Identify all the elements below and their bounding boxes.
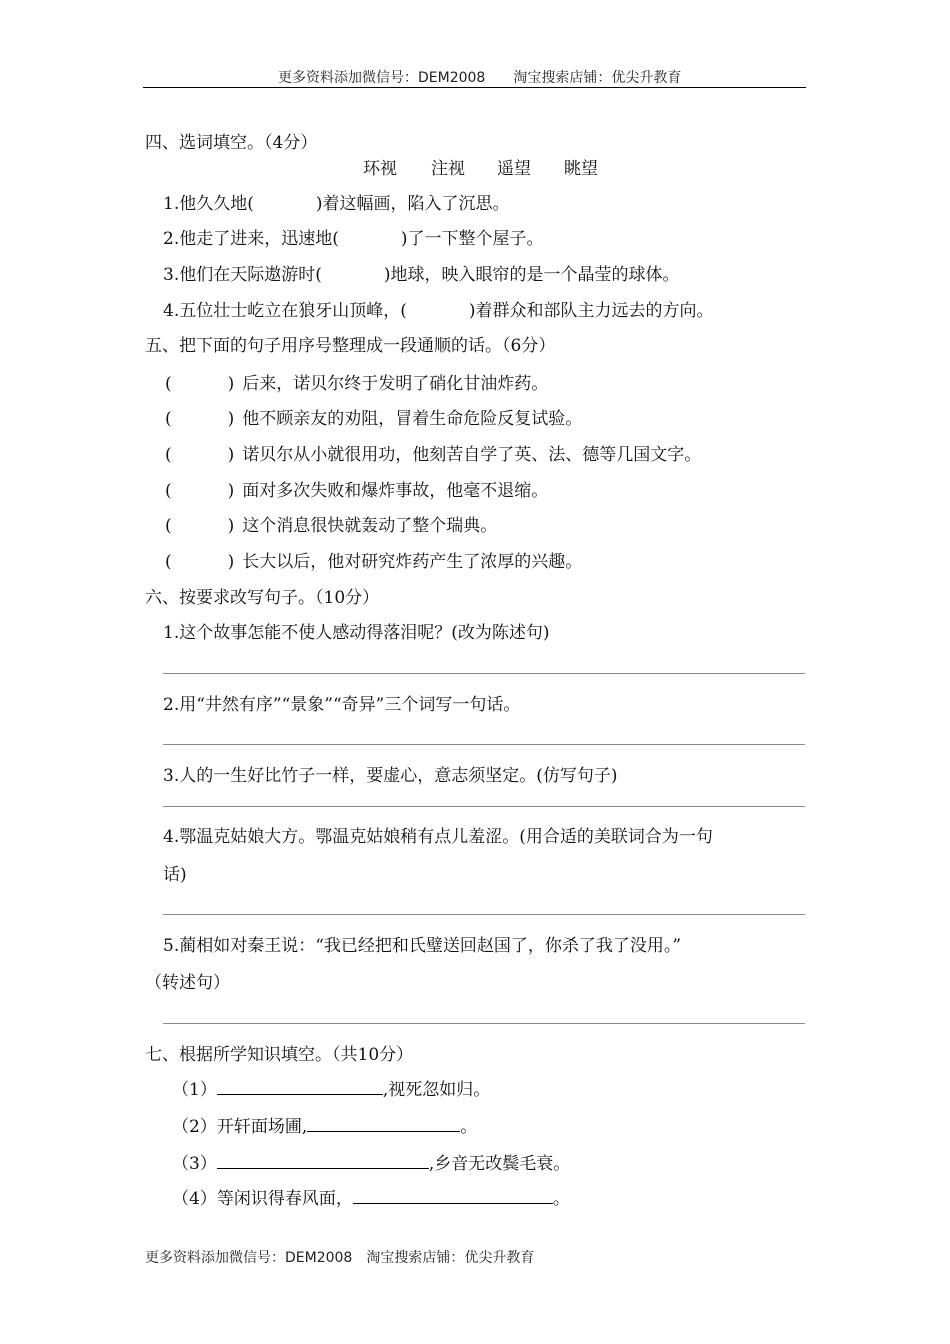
section-7-title: 七、根据所学知识填空。（共10分） <box>145 1045 414 1065</box>
poem-post: 。 <box>460 1117 478 1137</box>
item-text-pre: 1.他久久地( <box>163 194 254 214</box>
poem-num: （4） <box>172 1189 217 1209</box>
poem-post: ,视死忽如归。 <box>382 1080 491 1100</box>
word-option-4: 眺望 <box>564 159 598 179</box>
poem-blank[interactable] <box>217 1154 429 1169</box>
open-paren: ( <box>165 445 172 465</box>
poem-pre: 开轩面场圃, <box>216 1117 308 1137</box>
poem-num: （3） <box>172 1154 217 1174</box>
poem-item-4 <box>172 1184 570 1209</box>
poem-item-1 <box>172 1075 490 1100</box>
poem-num: （1） <box>172 1080 217 1100</box>
order-item-3 <box>165 440 701 465</box>
order-item-5 <box>165 511 497 536</box>
poem-num: （2） <box>172 1117 217 1137</box>
order-item-2 <box>165 404 582 429</box>
open-paren: ( <box>165 481 172 501</box>
open-paren: ( <box>165 409 172 429</box>
section-6-title: 六、按要求改写句子。（10分） <box>145 588 380 608</box>
rewrite-question-4: 4.鄂温克姑娘大方。鄂温克姑娘稍有点儿羞涩。(用合适的美联词合为一句 <box>163 827 713 847</box>
close-paren: ) <box>227 481 235 501</box>
open-paren: ( <box>165 516 172 536</box>
open-paren: ( <box>165 552 172 572</box>
poem-pre: 等闲识得春风面， <box>216 1189 353 1209</box>
answer-line-3[interactable] <box>163 806 805 807</box>
item-text-pre: 2.他走了进来，迅速地( <box>163 229 339 249</box>
word-option-1: 环视 <box>363 159 397 179</box>
word-option-2: 注视 <box>431 159 465 179</box>
rewrite-question-4-cont: 话) <box>163 865 187 885</box>
item-text-post: )了一下整个屋子。 <box>400 229 544 249</box>
section-4-item-3 <box>163 260 680 285</box>
poem-blank[interactable] <box>353 1189 553 1204</box>
answer-line-1[interactable] <box>163 673 805 674</box>
answer-line-2[interactable] <box>163 744 805 745</box>
close-paren: ) <box>227 516 235 536</box>
order-item-1 <box>165 369 548 394</box>
order-sentence: 面对多次失败和爆炸事故，他毫不退缩。 <box>242 481 549 501</box>
page-footer: 更多资料添加微信号：DEM2008 淘宝搜索店铺：优尖升教育 <box>145 1250 535 1266</box>
item-text-post: )着这幅画，陷入了沉思。 <box>315 194 510 214</box>
order-item-6 <box>165 547 582 572</box>
order-sentence: 这个消息很快就轰动了整个瑞典。 <box>242 516 498 536</box>
answer-line-5[interactable] <box>163 1023 805 1024</box>
close-paren: ) <box>227 445 235 465</box>
order-sentence: 后来，诺贝尔终于发明了硝化甘油炸药。 <box>242 374 549 394</box>
close-paren: ) <box>227 552 235 572</box>
close-paren: ) <box>227 374 235 394</box>
page-header: 更多资料添加微信号：DEM2008 淘宝搜索店铺：优尖升教育 <box>278 70 682 86</box>
rewrite-question-3: 3.人的一生好比竹子一样，要虚心，意志须坚定。(仿写句子) <box>163 766 618 786</box>
item-text-post: )地球，映入眼帘的是一个晶莹的球体。 <box>383 265 680 285</box>
poem-item-2 <box>172 1112 477 1137</box>
close-paren: ) <box>227 409 235 429</box>
poem-post: 。 <box>552 1189 570 1209</box>
section-4-title: 四、选词填空。（4分） <box>145 133 318 153</box>
open-paren: ( <box>165 374 172 394</box>
order-item-4 <box>165 476 548 501</box>
word-option-3: 遥望 <box>497 159 531 179</box>
order-sentence: 他不顾亲友的劝阻，冒着生命危险反复试验。 <box>242 409 583 429</box>
order-sentence: 诺贝尔从小就很用功，他刻苦自学了英、法、德等几国文字。 <box>242 445 702 465</box>
item-text-post: )着群众和部队主力远去的方向。 <box>468 301 714 321</box>
header-rule <box>143 87 806 88</box>
section-4-item-4 <box>163 296 714 321</box>
section-4-item-2 <box>163 224 544 249</box>
poem-blank[interactable] <box>217 1080 383 1095</box>
order-sentence: 长大以后，他对研究炸药产生了浓厚的兴趣。 <box>242 552 583 572</box>
item-text-pre: 4.五位壮士屹立在狼牙山顶峰，( <box>163 301 407 321</box>
rewrite-question-5: 5.蔺相如对秦王说：“我已经把和氏璧送回赵国了，你杀了我了没用。” <box>163 936 682 956</box>
section-4-item-1 <box>163 189 510 214</box>
section-5-title: 五、把下面的句子用序号整理成一段通顺的话。（6分） <box>145 336 556 356</box>
poem-blank[interactable] <box>307 1117 460 1132</box>
rewrite-question-5-cont: （转述句） <box>145 973 230 993</box>
item-text-pre: 3.他们在天际遨游时( <box>163 265 322 285</box>
answer-line-4[interactable] <box>163 914 805 915</box>
rewrite-question-2: 2.用“井然有序”“景象”“奇异”三个词写一句话。 <box>163 695 521 715</box>
poem-item-3 <box>172 1149 570 1174</box>
rewrite-question-1: 1.这个故事怎能不使人感动得落泪呢？(改为陈述句) <box>163 623 550 643</box>
poem-post: ,乡音无改鬓毛衰。 <box>428 1154 571 1174</box>
